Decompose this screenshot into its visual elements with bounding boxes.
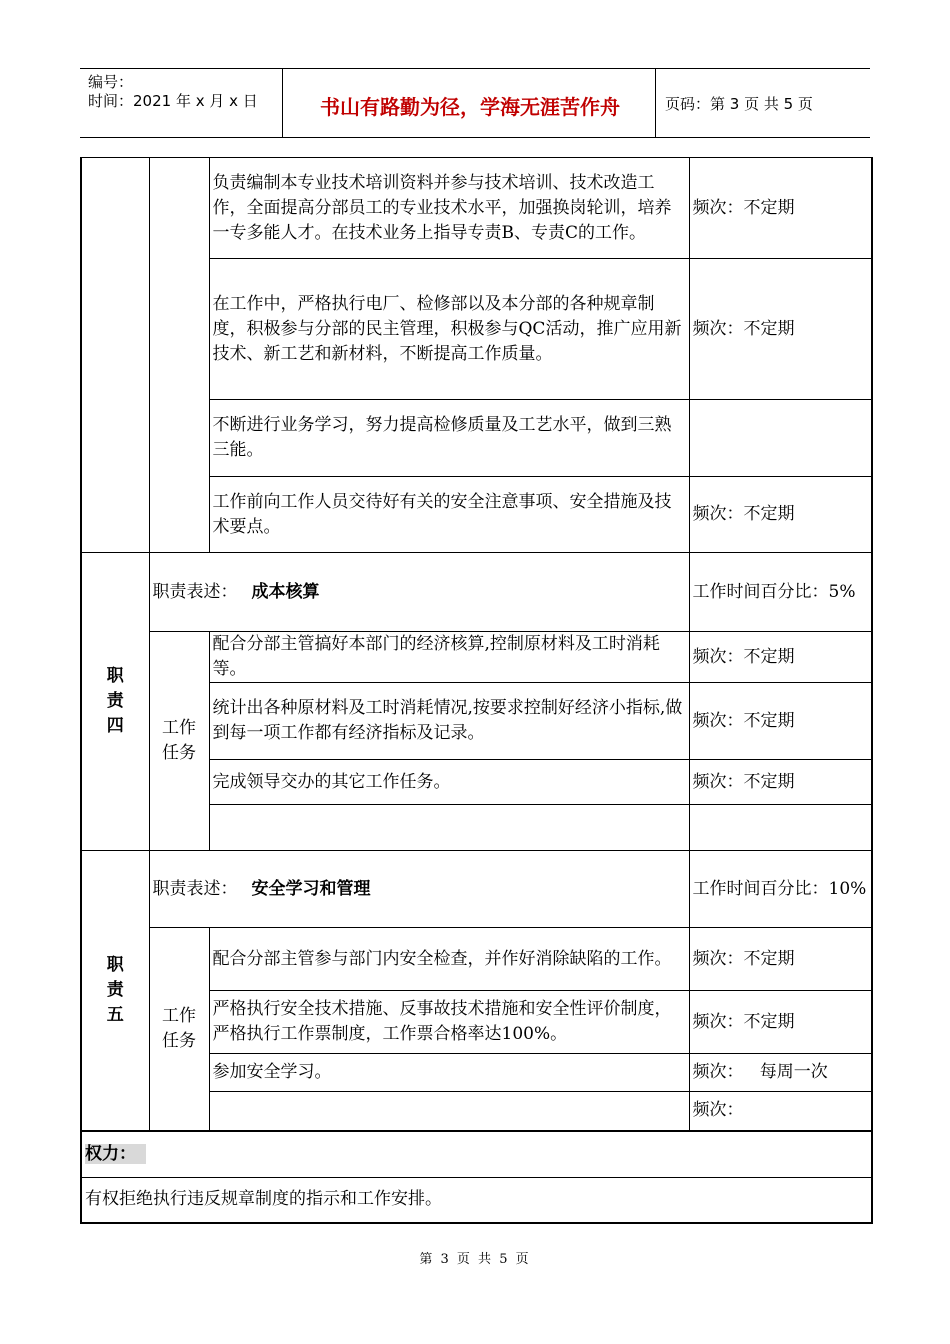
task-label <box>149 632 209 851</box>
task-label-text: 工作任务 <box>161 718 196 763</box>
table-row <box>81 158 872 259</box>
header-divider <box>655 69 656 137</box>
table-row <box>81 632 872 683</box>
duty-label-char: 职 <box>106 666 124 686</box>
task-text <box>209 1092 689 1131</box>
duty-label <box>81 851 149 1131</box>
header-meta <box>88 73 258 111</box>
task-text: 配合分部主管搞好本部门的经济核算,控制原材料及工时消耗等。 <box>209 632 689 683</box>
duty-label-char: 责 <box>106 691 124 711</box>
task-text: 配合分部主管参与部门内安全检查，并作好消除缺陷的工作。 <box>209 928 689 991</box>
task-frequency <box>689 400 872 477</box>
task-text: 参加安全学习。 <box>209 1054 689 1092</box>
desc-label: 职责表述： <box>152 878 238 899</box>
duty-description <box>149 851 689 928</box>
table-row <box>81 851 872 928</box>
task-frequency: 频次： 每周一次 <box>689 1054 872 1092</box>
duty-label-cell <box>81 158 149 553</box>
table-row <box>81 553 872 632</box>
duty-label-char: 责 <box>106 979 124 1000</box>
task-text <box>209 805 689 851</box>
motto: 书山有路勤为径，学海无涯苦作舟 <box>320 95 620 119</box>
task-text: 统计出各种原材料及工时消耗情况,按要求控制好经济小指标,做到每一项工作都有经济指标及记录。 <box>209 683 689 760</box>
power-heading <box>81 1131 872 1178</box>
table-row <box>81 1178 872 1223</box>
time-percentage: 工作时间百分比：10% <box>689 851 872 928</box>
desc-title: 安全学习和管理 <box>251 878 371 899</box>
power-title: 权力： <box>85 1144 146 1164</box>
task-frequency: 频次：不定期 <box>689 477 872 553</box>
task-frequency: 频次：不定期 <box>689 632 872 683</box>
task-text: 严格执行安全技术措施、反事故技术措施和安全性评价制度，严格执行工作票制度，工作票合格率达100%。 <box>209 991 689 1054</box>
page-number-label: 页码：第 3 页 共 5 页 <box>665 95 813 113</box>
desc-label: 职责表述： <box>152 581 238 602</box>
task-text: 不断进行业务学习，努力提高检修质量及工艺水平，做到三熟三能。 <box>209 400 689 477</box>
task-frequency <box>689 805 872 851</box>
task-frequency: 频次：不定期 <box>689 991 872 1054</box>
header-divider <box>282 69 283 137</box>
time-percentage: 工作时间百分比：5% <box>689 553 872 632</box>
duty-label-char: 五 <box>106 1004 124 1025</box>
task-frequency: 频次：不定期 <box>689 683 872 760</box>
duty-label-char: 职 <box>106 954 124 975</box>
task-text: 工作前向工作人员交待好有关的安全注意事项、安全措施及技术要点。 <box>209 477 689 553</box>
task-frequency: 频次：不定期 <box>689 928 872 991</box>
task-frequency: 频次：不定期 <box>689 259 872 400</box>
duty-label <box>81 553 149 851</box>
task-frequency: 频次：不定期 <box>689 158 872 259</box>
code-label: 编号： <box>88 73 134 91</box>
table-row <box>81 1131 872 1178</box>
duty-label-char: 四 <box>106 716 124 736</box>
task-text: 完成领导交办的其它工作任务。 <box>209 760 689 805</box>
task-label-text: 工作任务 <box>161 1005 196 1051</box>
power-text: 有权拒绝执行违反规章制度的指示和工作安排。 <box>81 1178 872 1223</box>
table-row <box>81 928 872 991</box>
task-frequency: 频次： <box>689 1092 872 1131</box>
task-text: 在工作中，严格执行电厂、检修部以及本分部的各种规章制度，积极参与分部的民主管理，积极参与QC活动，推广应用新技术、新工艺和新材料，不断提高工作质量。 <box>209 259 689 400</box>
duty-table <box>80 157 873 1224</box>
duty-description <box>149 553 689 632</box>
task-label <box>149 928 209 1131</box>
page-header <box>80 68 870 138</box>
time-label: 时间：2021 年 x 月 x 日 <box>88 92 258 110</box>
page-footer: 第 3 页 共 5 页 <box>419 1252 531 1267</box>
task-frequency: 频次：不定期 <box>689 760 872 805</box>
task-text: 负责编制本专业技术培训资料并参与技术培训、技术改造工作，全面提高分部员工的专业技术水平，加强换岗轮训，培养一专多能人才。在技术业务上指导专责B、专责C的工作。 <box>209 158 689 259</box>
task-label-cell <box>149 158 209 553</box>
desc-title: 成本核算 <box>251 581 320 602</box>
